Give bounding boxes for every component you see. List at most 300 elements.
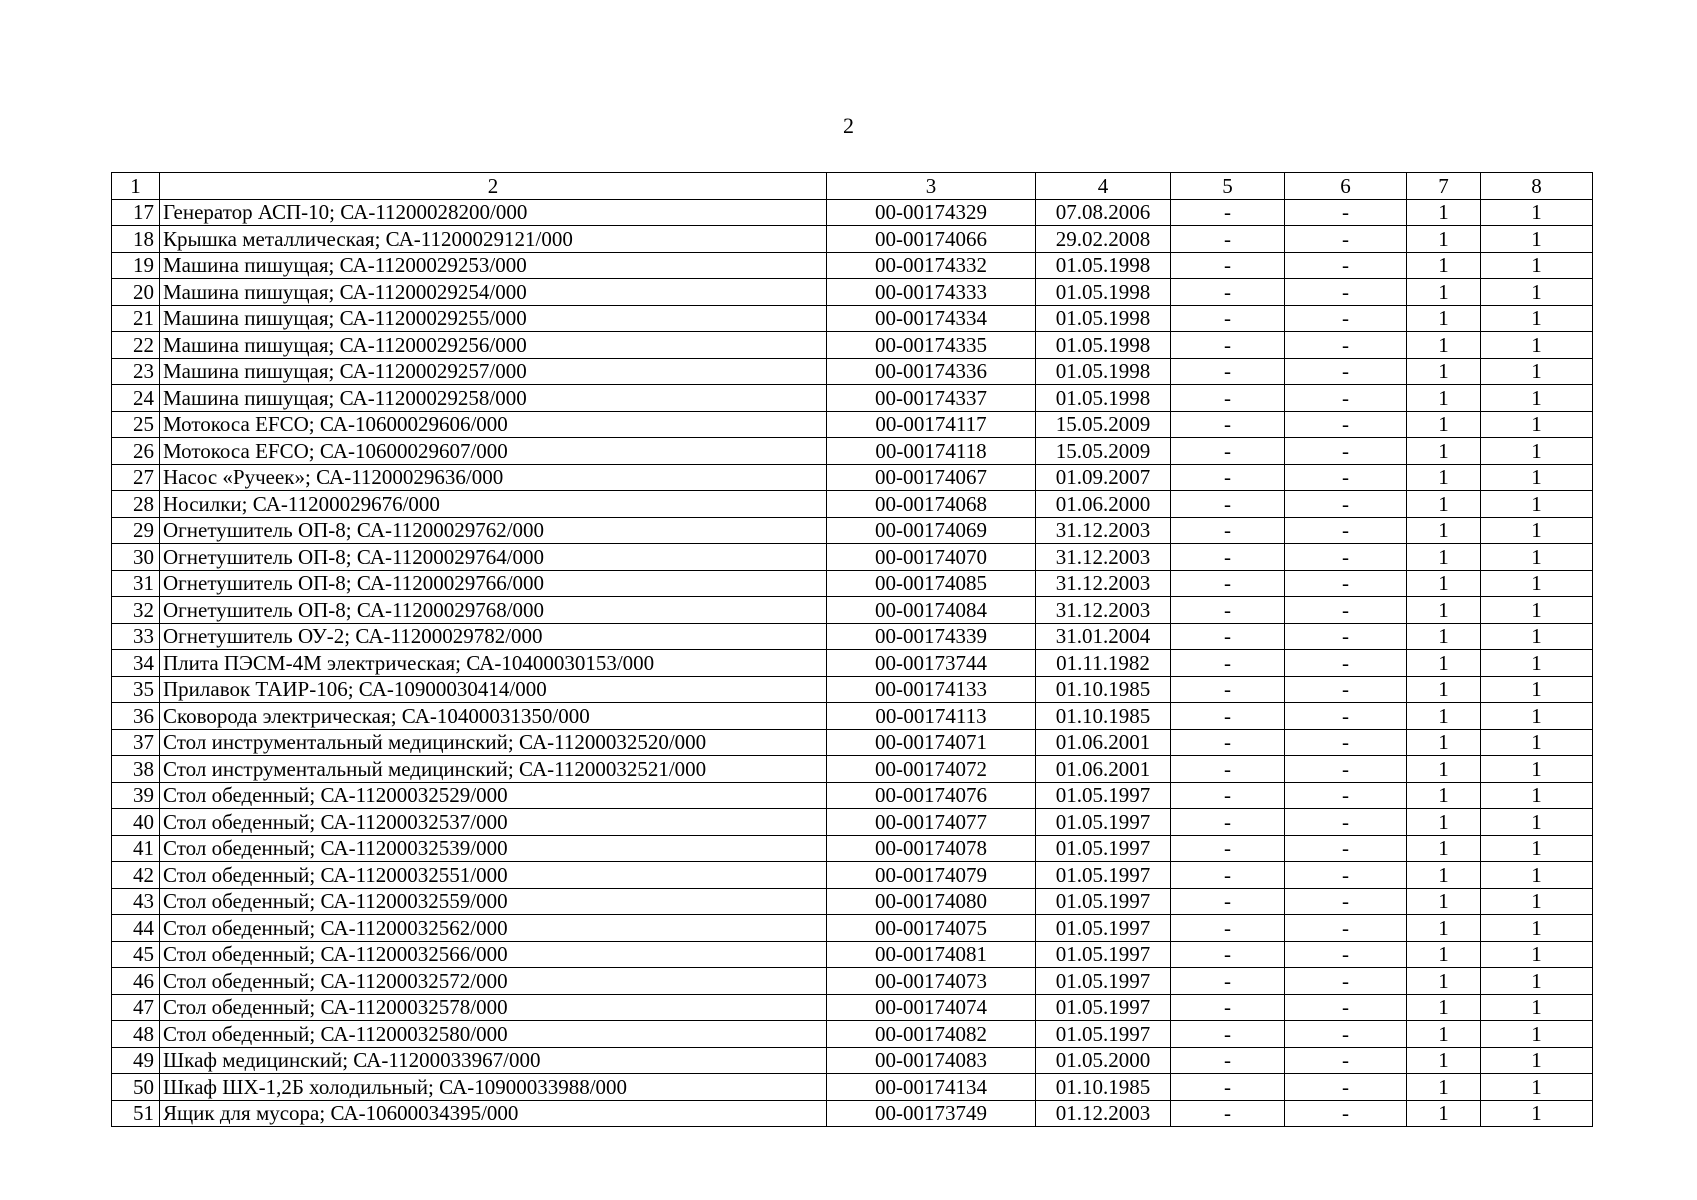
col-6-value: - — [1285, 226, 1407, 253]
table-row — [112, 1047, 1593, 1074]
inventory-number: 00-00174073 — [827, 968, 1036, 995]
col-6-value: - — [1285, 941, 1407, 968]
row-number: 41 — [112, 835, 160, 862]
item-name: Машина пишущая; СА-11200029253/000 — [160, 252, 827, 279]
item-name: Стол инструментальный медицинский; СА-11200032520/000 — [160, 729, 827, 756]
inventory-number: 00-00174078 — [827, 835, 1036, 862]
col-7-value: 1 — [1407, 862, 1481, 889]
col-5-value: - — [1171, 252, 1285, 279]
date: 31.01.2004 — [1036, 623, 1171, 650]
col-7-value: 1 — [1407, 756, 1481, 783]
col-8-value: 1 — [1481, 1074, 1593, 1101]
col-5-value: - — [1171, 888, 1285, 915]
col-5-value: - — [1171, 279, 1285, 306]
table-row — [112, 226, 1593, 253]
row-number: 35 — [112, 676, 160, 703]
col-8-value: 1 — [1481, 1100, 1593, 1127]
col-7-value: 1 — [1407, 464, 1481, 491]
row-number: 31 — [112, 570, 160, 597]
inventory-number: 00-00174066 — [827, 226, 1036, 253]
inventory-number: 00-00174334 — [827, 305, 1036, 332]
date: 01.05.1998 — [1036, 305, 1171, 332]
row-number: 26 — [112, 438, 160, 465]
inventory-number: 00-00174117 — [827, 411, 1036, 438]
table-row — [112, 252, 1593, 279]
inventory-number: 00-00174076 — [827, 782, 1036, 809]
col-7-value: 1 — [1407, 782, 1481, 809]
date: 29.02.2008 — [1036, 226, 1171, 253]
col-8-value: 1 — [1481, 650, 1593, 677]
col-7-value: 1 — [1407, 279, 1481, 306]
col-7-value: 1 — [1407, 1074, 1481, 1101]
col-7-value: 1 — [1407, 305, 1481, 332]
col-5-value: - — [1171, 729, 1285, 756]
row-number: 33 — [112, 623, 160, 650]
col-6-value: - — [1285, 252, 1407, 279]
column-header: 7 — [1407, 173, 1481, 200]
date: 01.05.1997 — [1036, 782, 1171, 809]
col-7-value: 1 — [1407, 358, 1481, 385]
col-6-value: - — [1285, 517, 1407, 544]
item-name: Машина пишущая; СА-11200029257/000 — [160, 358, 827, 385]
col-7-value: 1 — [1407, 252, 1481, 279]
col-6-value: - — [1285, 888, 1407, 915]
col-6-value: - — [1285, 279, 1407, 306]
col-6-value: - — [1285, 915, 1407, 942]
date: 01.05.1998 — [1036, 385, 1171, 412]
item-name: Генератор АСП-10; СА-11200028200/000 — [160, 199, 827, 226]
inventory-number: 00-00174339 — [827, 623, 1036, 650]
item-name: Плита ПЭСМ-4М электрическая; СА-10400030153/000 — [160, 650, 827, 677]
table-row — [112, 570, 1593, 597]
col-7-value: 1 — [1407, 438, 1481, 465]
col-5-value: - — [1171, 517, 1285, 544]
col-7-value: 1 — [1407, 226, 1481, 253]
item-name: Стол обеденный; СА-11200032578/000 — [160, 994, 827, 1021]
col-7-value: 1 — [1407, 570, 1481, 597]
col-5-value: - — [1171, 226, 1285, 253]
col-7-value: 1 — [1407, 199, 1481, 226]
col-8-value: 1 — [1481, 941, 1593, 968]
date: 31.12.2003 — [1036, 597, 1171, 624]
date: 15.05.2009 — [1036, 438, 1171, 465]
col-7-value: 1 — [1407, 385, 1481, 412]
col-8-value: 1 — [1481, 1047, 1593, 1074]
col-8-value: 1 — [1481, 332, 1593, 359]
col-6-value: - — [1285, 623, 1407, 650]
item-name: Насос «Ручеек»; СА-11200029636/000 — [160, 464, 827, 491]
col-6-value: - — [1285, 199, 1407, 226]
table-row — [112, 332, 1593, 359]
date: 31.12.2003 — [1036, 517, 1171, 544]
col-8-value: 1 — [1481, 915, 1593, 942]
col-6-value: - — [1285, 835, 1407, 862]
date: 01.05.1998 — [1036, 252, 1171, 279]
col-5-value: - — [1171, 968, 1285, 995]
row-number: 17 — [112, 199, 160, 226]
col-8-value: 1 — [1481, 279, 1593, 306]
row-number: 22 — [112, 332, 160, 359]
col-8-value: 1 — [1481, 411, 1593, 438]
column-header: 3 — [827, 173, 1036, 200]
col-6-value: - — [1285, 1100, 1407, 1127]
col-6-value: - — [1285, 544, 1407, 571]
table-row — [112, 305, 1593, 332]
inventory-number: 00-00174067 — [827, 464, 1036, 491]
date: 01.09.2007 — [1036, 464, 1171, 491]
inventory-number: 00-00174068 — [827, 491, 1036, 518]
col-6-value: - — [1285, 358, 1407, 385]
col-6-value: - — [1285, 570, 1407, 597]
table-row — [112, 915, 1593, 942]
column-header: 2 — [160, 173, 827, 200]
col-8-value: 1 — [1481, 544, 1593, 571]
col-8-value: 1 — [1481, 968, 1593, 995]
item-name: Стол обеденный; СА-11200032566/000 — [160, 941, 827, 968]
col-8-value: 1 — [1481, 703, 1593, 730]
date: 01.06.2001 — [1036, 756, 1171, 783]
col-5-value: - — [1171, 385, 1285, 412]
table-row — [112, 597, 1593, 624]
col-5-value: - — [1171, 623, 1285, 650]
date: 01.12.2003 — [1036, 1100, 1171, 1127]
date: 01.05.1997 — [1036, 888, 1171, 915]
col-8-value: 1 — [1481, 438, 1593, 465]
date: 01.05.1998 — [1036, 279, 1171, 306]
row-number: 50 — [112, 1074, 160, 1101]
row-number: 24 — [112, 385, 160, 412]
date: 01.06.2001 — [1036, 729, 1171, 756]
col-7-value: 1 — [1407, 676, 1481, 703]
col-6-value: - — [1285, 676, 1407, 703]
item-name: Шкаф медицинский; СА-11200033967/000 — [160, 1047, 827, 1074]
item-name: Стол обеденный; СА-11200032559/000 — [160, 888, 827, 915]
col-8-value: 1 — [1481, 199, 1593, 226]
date: 01.05.1997 — [1036, 968, 1171, 995]
inventory-number: 00-00174335 — [827, 332, 1036, 359]
table-row — [112, 835, 1593, 862]
row-number: 21 — [112, 305, 160, 332]
col-6-value: - — [1285, 703, 1407, 730]
col-8-value: 1 — [1481, 756, 1593, 783]
item-name: Огнетушитель ОП-8; СА-11200029764/000 — [160, 544, 827, 571]
col-7-value: 1 — [1407, 332, 1481, 359]
table-row — [112, 756, 1593, 783]
item-name: Стол обеденный; СА-11200032580/000 — [160, 1021, 827, 1048]
col-6-value: - — [1285, 1047, 1407, 1074]
date: 01.05.1998 — [1036, 332, 1171, 359]
row-number: 27 — [112, 464, 160, 491]
date: 01.10.1985 — [1036, 703, 1171, 730]
col-8-value: 1 — [1481, 1021, 1593, 1048]
col-6-value: - — [1285, 332, 1407, 359]
col-5-value: - — [1171, 544, 1285, 571]
table-row — [112, 199, 1593, 226]
col-8-value: 1 — [1481, 729, 1593, 756]
inventory-number: 00-00174074 — [827, 994, 1036, 1021]
table-body — [112, 173, 1593, 1127]
table-row — [112, 994, 1593, 1021]
date: 01.05.1998 — [1036, 358, 1171, 385]
item-name: Мотокоса EFCO; СА-10600029607/000 — [160, 438, 827, 465]
table-row — [112, 1100, 1593, 1127]
col-6-value: - — [1285, 1021, 1407, 1048]
row-number: 39 — [112, 782, 160, 809]
date: 31.12.2003 — [1036, 544, 1171, 571]
col-7-value: 1 — [1407, 888, 1481, 915]
date: 01.11.1982 — [1036, 650, 1171, 677]
col-6-value: - — [1285, 729, 1407, 756]
col-7-value: 1 — [1407, 623, 1481, 650]
col-7-value: 1 — [1407, 1047, 1481, 1074]
row-number: 18 — [112, 226, 160, 253]
col-5-value: - — [1171, 756, 1285, 783]
inventory-number: 00-00174069 — [827, 517, 1036, 544]
col-8-value: 1 — [1481, 517, 1593, 544]
row-number: 28 — [112, 491, 160, 518]
inventory-number: 00-00174134 — [827, 1074, 1036, 1101]
table-row — [112, 729, 1593, 756]
inventory-number: 00-00174083 — [827, 1047, 1036, 1074]
inventory-number: 00-00174080 — [827, 888, 1036, 915]
col-7-value: 1 — [1407, 729, 1481, 756]
col-8-value: 1 — [1481, 994, 1593, 1021]
row-number: 36 — [112, 703, 160, 730]
col-6-value: - — [1285, 411, 1407, 438]
table-row — [112, 464, 1593, 491]
date: 31.12.2003 — [1036, 570, 1171, 597]
item-name: Стол обеденный; СА-11200032529/000 — [160, 782, 827, 809]
inventory-number: 00-00174071 — [827, 729, 1036, 756]
date: 01.05.1997 — [1036, 1021, 1171, 1048]
col-8-value: 1 — [1481, 305, 1593, 332]
col-5-value: - — [1171, 941, 1285, 968]
date: 01.05.2000 — [1036, 1047, 1171, 1074]
col-8-value: 1 — [1481, 491, 1593, 518]
col-6-value: - — [1285, 438, 1407, 465]
column-number-row — [112, 173, 1593, 200]
col-7-value: 1 — [1407, 517, 1481, 544]
col-5-value: - — [1171, 835, 1285, 862]
inventory-number: 00-00174070 — [827, 544, 1036, 571]
inventory-number: 00-00174072 — [827, 756, 1036, 783]
col-6-value: - — [1285, 464, 1407, 491]
table-row — [112, 491, 1593, 518]
item-name: Стол обеденный; СА-11200032539/000 — [160, 835, 827, 862]
col-8-value: 1 — [1481, 597, 1593, 624]
col-6-value: - — [1285, 385, 1407, 412]
inventory-number: 00-00174329 — [827, 199, 1036, 226]
col-5-value: - — [1171, 1074, 1285, 1101]
inventory-number: 00-00174079 — [827, 862, 1036, 889]
col-8-value: 1 — [1481, 782, 1593, 809]
col-5-value: - — [1171, 862, 1285, 889]
item-name: Машина пишущая; СА-11200029254/000 — [160, 279, 827, 306]
col-5-value: - — [1171, 597, 1285, 624]
item-name: Огнетушитель ОП-8; СА-11200029766/000 — [160, 570, 827, 597]
col-7-value: 1 — [1407, 650, 1481, 677]
item-name: Ящик для мусора; СА-10600034395/000 — [160, 1100, 827, 1127]
table-row — [112, 809, 1593, 836]
row-number: 40 — [112, 809, 160, 836]
row-number: 51 — [112, 1100, 160, 1127]
col-5-value: - — [1171, 1100, 1285, 1127]
inventory-number: 00-00174333 — [827, 279, 1036, 306]
table-row — [112, 862, 1593, 889]
table-row — [112, 438, 1593, 465]
col-8-value: 1 — [1481, 676, 1593, 703]
row-number: 45 — [112, 941, 160, 968]
inventory-number: 00-00174085 — [827, 570, 1036, 597]
row-number: 44 — [112, 915, 160, 942]
table-row — [112, 888, 1593, 915]
col-5-value: - — [1171, 438, 1285, 465]
col-7-value: 1 — [1407, 597, 1481, 624]
table-row — [112, 517, 1593, 544]
column-header: 8 — [1481, 173, 1593, 200]
col-7-value: 1 — [1407, 968, 1481, 995]
row-number: 19 — [112, 252, 160, 279]
row-number: 48 — [112, 1021, 160, 1048]
col-8-value: 1 — [1481, 385, 1593, 412]
inventory-number: 00-00174075 — [827, 915, 1036, 942]
item-name: Стол обеденный; СА-11200032537/000 — [160, 809, 827, 836]
item-name: Машина пишущая; СА-11200029255/000 — [160, 305, 827, 332]
date: 01.05.1997 — [1036, 835, 1171, 862]
table-row — [112, 782, 1593, 809]
col-8-value: 1 — [1481, 835, 1593, 862]
table-row — [112, 1021, 1593, 1048]
row-number: 32 — [112, 597, 160, 624]
row-number: 47 — [112, 994, 160, 1021]
inventory-number: 00-00174332 — [827, 252, 1036, 279]
inventory-number: 00-00174082 — [827, 1021, 1036, 1048]
date: 01.10.1985 — [1036, 1074, 1171, 1101]
col-5-value: - — [1171, 703, 1285, 730]
col-6-value: - — [1285, 782, 1407, 809]
date: 01.05.1997 — [1036, 994, 1171, 1021]
col-8-value: 1 — [1481, 862, 1593, 889]
col-7-value: 1 — [1407, 809, 1481, 836]
col-5-value: - — [1171, 305, 1285, 332]
item-name: Огнетушитель ОП-8; СА-11200029762/000 — [160, 517, 827, 544]
table-row — [112, 968, 1593, 995]
col-6-value: - — [1285, 809, 1407, 836]
col-5-value: - — [1171, 358, 1285, 385]
col-8-value: 1 — [1481, 358, 1593, 385]
item-name: Шкаф ШХ-1,2Б холодильный; СА-10900033988/000 — [160, 1074, 827, 1101]
row-number: 43 — [112, 888, 160, 915]
table-row — [112, 279, 1593, 306]
col-5-value: - — [1171, 199, 1285, 226]
inventory-number: 00-00174337 — [827, 385, 1036, 412]
col-7-value: 1 — [1407, 915, 1481, 942]
column-header: 5 — [1171, 173, 1285, 200]
col-6-value: - — [1285, 968, 1407, 995]
date: 01.05.1997 — [1036, 809, 1171, 836]
col-7-value: 1 — [1407, 491, 1481, 518]
inventory-number: 00-00174113 — [827, 703, 1036, 730]
date: 01.05.1997 — [1036, 941, 1171, 968]
col-5-value: - — [1171, 332, 1285, 359]
date: 01.05.1997 — [1036, 915, 1171, 942]
table-row — [112, 385, 1593, 412]
row-number: 49 — [112, 1047, 160, 1074]
col-5-value: - — [1171, 1021, 1285, 1048]
col-8-value: 1 — [1481, 888, 1593, 915]
item-name: Мотокоса EFCO; СА-10600029606/000 — [160, 411, 827, 438]
col-7-value: 1 — [1407, 1021, 1481, 1048]
table-row — [112, 544, 1593, 571]
row-number: 23 — [112, 358, 160, 385]
row-number: 42 — [112, 862, 160, 889]
col-5-value: - — [1171, 782, 1285, 809]
col-6-value: - — [1285, 305, 1407, 332]
col-6-value: - — [1285, 597, 1407, 624]
inventory-number: 00-00174118 — [827, 438, 1036, 465]
col-8-value: 1 — [1481, 809, 1593, 836]
row-number: 34 — [112, 650, 160, 677]
col-8-value: 1 — [1481, 570, 1593, 597]
item-name: Прилавок ТАИР-106; СА-10900030414/000 — [160, 676, 827, 703]
col-7-value: 1 — [1407, 544, 1481, 571]
row-number: 25 — [112, 411, 160, 438]
col-6-value: - — [1285, 491, 1407, 518]
item-name: Сковорода электрическая; СА-10400031350/000 — [160, 703, 827, 730]
row-number: 30 — [112, 544, 160, 571]
col-8-value: 1 — [1481, 252, 1593, 279]
col-5-value: - — [1171, 570, 1285, 597]
item-name: Машина пишущая; СА-11200029258/000 — [160, 385, 827, 412]
column-header: 4 — [1036, 173, 1171, 200]
table-row — [112, 703, 1593, 730]
page-number: 2 — [843, 113, 854, 138]
col-7-value: 1 — [1407, 835, 1481, 862]
col-6-value: - — [1285, 1074, 1407, 1101]
date: 15.05.2009 — [1036, 411, 1171, 438]
inventory-number: 00-00174077 — [827, 809, 1036, 836]
table-row — [112, 941, 1593, 968]
col-6-value: - — [1285, 650, 1407, 677]
col-5-value: - — [1171, 491, 1285, 518]
inventory-number: 00-00174133 — [827, 676, 1036, 703]
col-5-value: - — [1171, 464, 1285, 491]
col-5-value: - — [1171, 1047, 1285, 1074]
col-5-value: - — [1171, 915, 1285, 942]
inventory-number: 00-00174336 — [827, 358, 1036, 385]
inventory-number: 00-00174081 — [827, 941, 1036, 968]
row-number: 20 — [112, 279, 160, 306]
date: 01.06.2000 — [1036, 491, 1171, 518]
col-7-value: 1 — [1407, 1100, 1481, 1127]
table-row — [112, 1074, 1593, 1101]
col-5-value: - — [1171, 676, 1285, 703]
col-5-value: - — [1171, 411, 1285, 438]
col-6-value: - — [1285, 994, 1407, 1021]
col-6-value: - — [1285, 862, 1407, 889]
item-name: Стол обеденный; СА-11200032562/000 — [160, 915, 827, 942]
col-8-value: 1 — [1481, 623, 1593, 650]
col-5-value: - — [1171, 994, 1285, 1021]
inventory-number: 00-00173744 — [827, 650, 1036, 677]
col-5-value: - — [1171, 650, 1285, 677]
item-name: Огнетушитель ОУ-2; СА-11200029782/000 — [160, 623, 827, 650]
item-name: Крышка металлическая; СА-11200029121/000 — [160, 226, 827, 253]
date: 01.05.1997 — [1036, 862, 1171, 889]
col-8-value: 1 — [1481, 226, 1593, 253]
col-7-value: 1 — [1407, 941, 1481, 968]
col-6-value: - — [1285, 756, 1407, 783]
